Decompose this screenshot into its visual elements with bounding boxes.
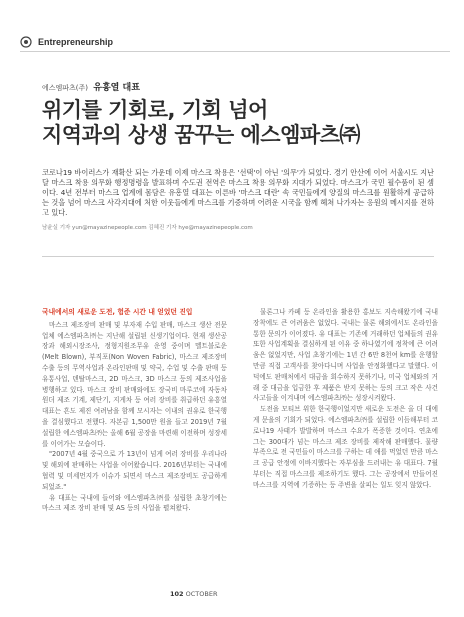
left-column [42,307,227,514]
headline-line-1: 위기를 기회로, 기회 넘어 [42,98,268,122]
circle-bullet-icon [20,36,32,48]
interviewee-byline [42,80,140,93]
reporter-credits: 남윤실 기자 yun@mayazinepeople.com 김혜진 기자 hye@mayazinepeople.com [42,225,253,231]
interviewee-name: 유흥열 대표 [93,83,140,93]
body-divider [42,256,434,257]
section-label: Entrepreneurship [38,37,114,47]
column-subhead: 국내에서의 새로운 도전, 험준 시간 내 얻었던 진입 [42,308,193,316]
page-number: 102 [170,590,184,598]
article-lead: 코로나19 바이러스가 재확산 되는 가운데 이제 마스크 착용은 '선택'이 아닌 '의무'가 되었다. 경기 안산에 이어 서울시도 지난달 마스크 착용 의무화 행정명령을 발표하며 수도권 전역은 마스크 착용 의무화 지대가 되었다. 마스크가 국민 필수품이 된 셈이다. 4년 전부터 마스크 업계에 몸담은 유흥열 대표는 이른바 '마스크 대란' 속 국민들에게 양질의 마스크를 원활하게 공급하는 것을 넘어 마스크 사각지대에 처한 이웃들에게 마스크를 기증하며 어려운 시국을 함께 헤쳐 나가자는 응원의 메시지를 전하고 있다. [42,168,434,217]
body-paragraph: 마스크 제조장비 판매 및 부자재 수입 판매, 마스크 생산 전문업체 에스엠파츠㈜는 지난해 설립된 신생기업이다. 현재 생산공장과 해외시장조사, 정형지원조무유 운영 중이며 멜트블로운(Melt Blown), 부직포(Non Woven Fabric), 마스크 제조장비 수출 등의 무역사업과 온라인판매 및 약국, 수업 및 수출 판매 등 유통사업, 덴탈마스크, 2D 마스크, 3D 마스크 등의 제조사업을 병행하고 있다. 마스크 장비 판매와에도 장국비 마루코에 자동차 원더 제조 기계, 제단기, 지게차 등 여러 장비를 취급하던 유흥열 대표는 흔도 제진 여려남을 함께 모시자는 이내의 권유로 한국행을 결심했다고 전했다. 자본금 1,500만 원을 들고 2019년 7월 설립한 에스엠파츠㈜는 올해 6월 공장을 마련해 이전하며 성장세를 이어가는 모습이다. [42,320,227,448]
section-divider [20,51,450,52]
issue-month: OCTOBER [185,590,218,598]
article-headline [42,98,432,148]
body-paragraph: 유 대표는 국내에 들어와 에스엠파츠㈜를 설립한 초창기에는 마스크 제조 장비 판매 및 AS 등의 사업을 펼쳐왔다. [42,493,227,513]
body-paragraph: "2007년 4월 중국으로 가 13년이 넘게 여러 장비를 우리나라 및 해외에 판매하는 사업을 이어왔습니다. 2016년부터는 국내에 협력 및 미세먼지가 이슈가 되면서 마스크 제조장비도 공급하게 되었죠." [42,450,227,491]
headline-line-2: 지역과의 상생 꿈꾸는 에스엠파츠㈜ [42,123,360,147]
interviewee-company: 에스엠파츠(주) [42,84,89,92]
body-paragraph: 도전을 모티브 위한 한국행이었지만 새로운 도전은 올 더 대에게 문을의 기회가 되었다. 에스엠파츠㈜를 설립한 이듬해부터 코로나19 사태가 발발하며 마스크 수요가 폭증한 것이다. 연초에 그는 300대가 넘는 마스크 제조 장비를 제작해 판매했다. 물량 부족으로 전 국민들이 마스크를 구하는 데 애를 먹었던 만큼 마스크 공급 안정에 이바지했다는 자부심을 드러내는 유 대표다. 7월부터는 직접 마스크를 제조하기도 했다. 그는 공장에서 만들어진 마스크를 지역에 기증하는 등 주변을 살피는 일도 잊지 않았다. [253,405,438,489]
right-column [253,307,438,491]
page-folio [170,590,217,598]
body-paragraph: 물론그나 카페 등 온라인을 활용한 홍보도 지속해왔기에 국내 장착에도 큰 어려움은 없었다. 국내는 물론 해외에서도 온라인을 통한 문의가 이어졌다. 유 대표는 기존에 거래하던 업체들의 권유 또한 사업계획을 결심하게 된 이유 중 하나였기에 정착에 큰 어려움은 없었지만, 사업 초창기에는 1년 간 6만 8천여 km를 운행할 만큼 직접 고객사를 찾아다니며 사업을 안정화했다고 말했다. 이 덕에도 판매처에서 대금을 회수하지 못하기나, 미국 업체와의 거래 중 대금을 입금한 후 제품은 받지 못하는 등의 크고 작은 사건 사고들을 이겨내며 에스엠파츠㈜는 성장시켜왔다. [253,308,438,403]
section-header [20,35,450,49]
